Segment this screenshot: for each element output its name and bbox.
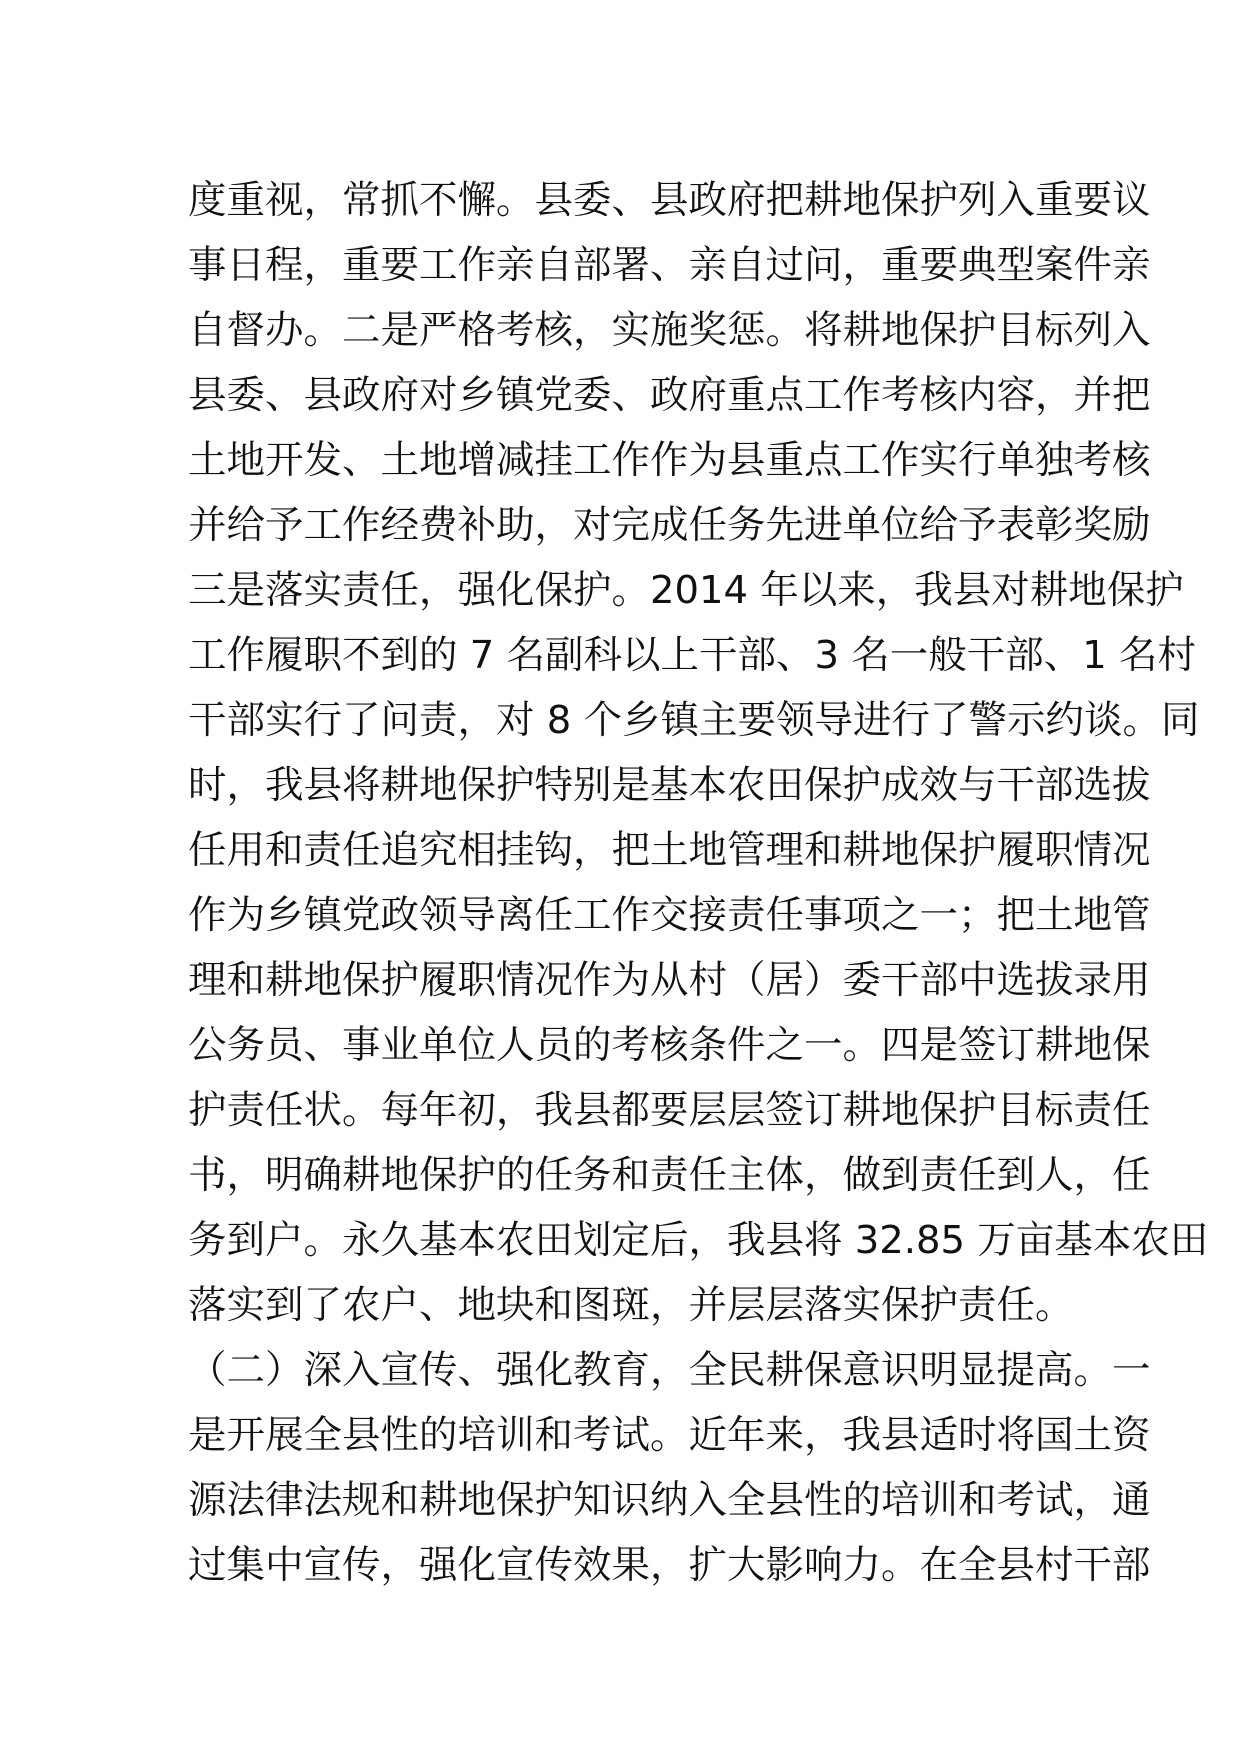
text-line: 作为乡镇党政领导离任工作交接责任事项之一；把土地管 [188,893,1151,938]
text-line: 三是落实责任，强化保护。2014 年以来，我县对耕地保护 [188,568,1184,613]
body-text [188,168,1209,1598]
text-line: 事日程，重要工作亲自部署、亲自过问，重要典型案件亲 [188,243,1151,288]
text-line: 工作履职不到的 7 名副科以上干部、3 名一般干部、1 名村 [188,633,1196,678]
text-line: 源法律法规和耕地保护知识纳入全县性的培训和考试，通 [188,1478,1151,1523]
text-line: 理和耕地保护履职情况作为从村（居）委干部中选拔录用 [188,958,1151,1003]
text-line: 护责任状。每年初，我县都要层层签订耕地保护目标责任 [188,1088,1151,1133]
text-line: 过集中宣传，强化宣传效果，扩大影响力。在全县村干部 [188,1543,1151,1588]
text-line: 务到户。永久基本农田划定后，我县将 32.85 万亩基本农田 [188,1218,1209,1263]
text-line: 任用和责任追究相挂钩，把土地管理和耕地保护履职情况 [188,828,1151,873]
text-line: 公务员、事业单位人员的考核条件之一。四是签订耕地保 [188,1023,1151,1068]
text-line: 土地开发、土地增减挂工作作为县重点工作实行单独考核 [188,438,1151,483]
text-line: 县委、县政府对乡镇党委、政府重点工作考核内容，并把 [188,373,1151,418]
text-line: 书，明确耕地保护的任务和责任主体，做到责任到人，任 [188,1153,1151,1198]
text-line: 是开展全县性的培训和考试。近年来，我县适时将国土资 [188,1413,1151,1458]
text-line: 度重视，常抓不懈。县委、县政府把耕地保护列入重要议 [188,178,1151,223]
text-line: 时，我县将耕地保护特别是基本农田保护成效与干部选拔 [188,763,1151,808]
section-heading-line: （二）深入宣传、强化教育，全民耕保意识明显提高。一 [188,1348,1151,1393]
text-line: 并给予工作经费补助，对完成任务先进单位给予表彰奖励 [188,503,1151,548]
text-line: 落实到了农户、地块和图斑，并层层落实保护责任。 [188,1283,1074,1328]
text-line: 干部实行了问责，对 8 个乡镇主要领导进行了警示约谈。同 [188,698,1200,743]
text-line: 自督办。二是严格考核，实施奖惩。将耕地保护目标列入 [188,308,1151,353]
